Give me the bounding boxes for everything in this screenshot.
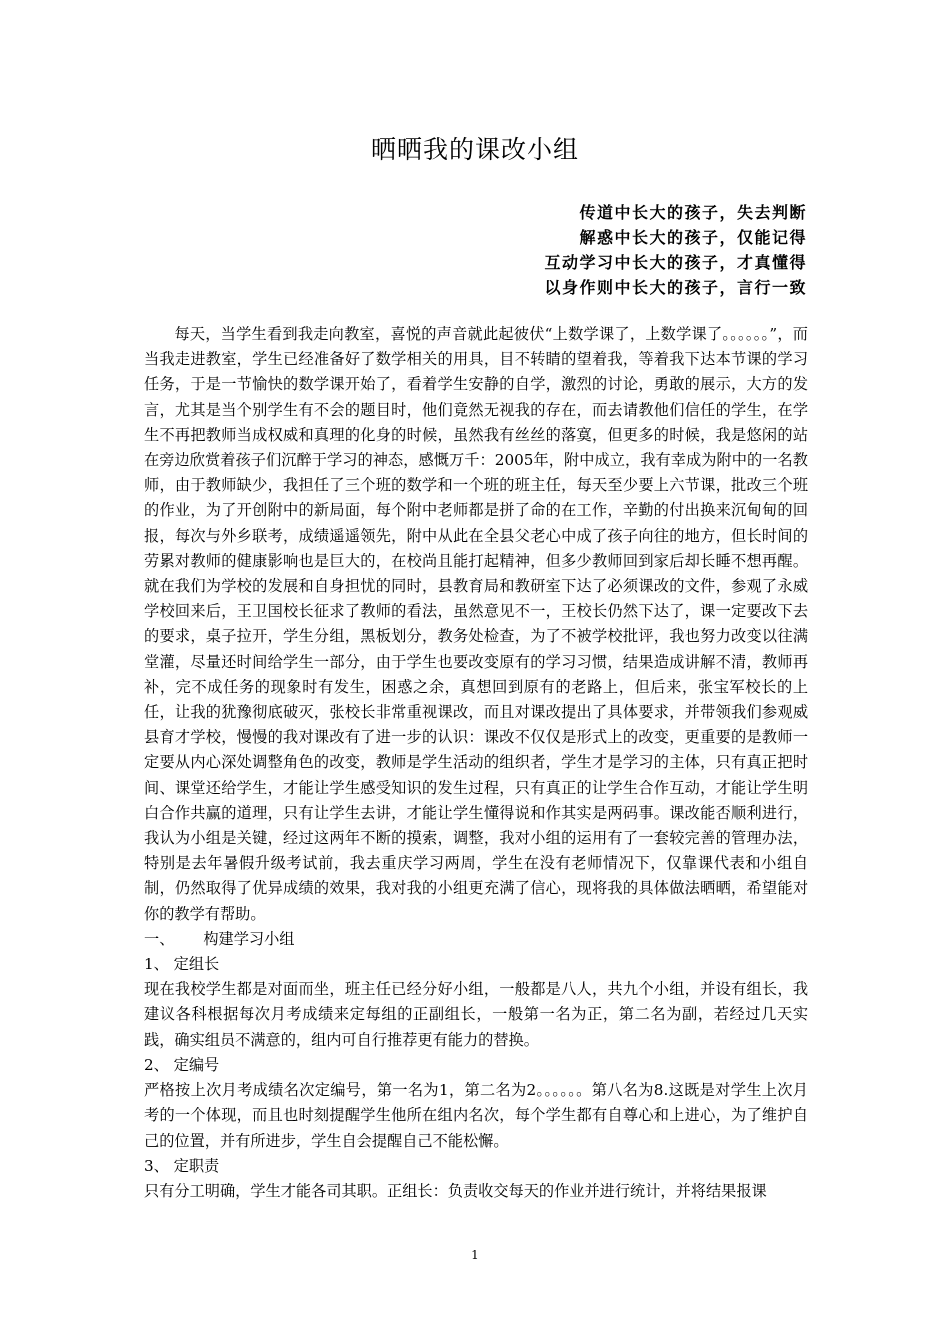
subsection-heading: 2、 定编号 [144, 1055, 220, 1074]
epigraph [544, 200, 807, 300]
body-paragraph: 严格按上次月考成绩名次定编号，第一名为1，第二名为2。。。。。。第八名为8.这既是对学生上次月考的一个体现，而且也时刻提醒学生他所在组内名次，每个学生都有自尊心和上进心，为了维护自己的位置，并有所进步，学生自会提醒自己不能松懈。 [144, 1081, 808, 1150]
page-number: 1 [471, 1248, 479, 1262]
body-paragraph: 现在我校学生都是对面而坐，班主任已经分好小组，一般都是八人，共九个小组，并设有组长，我建议各科根据每次月考成绩来定每组的正副组长，一般第一名为正，第二名为副，若经过几天实践，确实组员不满意的，组内可自行推荐更有能力的替换。 [144, 980, 808, 1049]
subsection-heading: 3、 定职责 [144, 1156, 220, 1175]
body-paragraph: 只有分工明确，学生才能各司其职。正组长：负责收交每天的作业并进行统计，并将结果报课 [144, 1181, 767, 1200]
intro-paragraph: 每天，当学生看到我走向教室，喜悦的声音就此起彼伏“上数学课了，上数学课了。。。。。。”，而当我走进教室，学生已经准备好了数学相关的用具，目不转睛的望着我，等着我下达本节课的学习任务，于是一节愉快的数学课开始了，看着学生安静的自学，激烈的讨论，勇敢的展示，大方的发言，尤其是当个别学生有不会的题目时，他们竟然无视我的存在，而去请教他们信任的学生，在学生不再把教师当成权威和真理的化身的时候，虽然我有丝丝的落寞，但更多的时候，我是悠闲的站在旁边欣赏着孩子们沉醉于学习的神态，感慨万千：2005年，附中成立，我有幸成为附中的一名教师，由于教师缺少，我担任了三个班的数学和一个班的班主任，每天至少要上六节课，批改三个班的作业，为了开创附中的新局面，每个附中老师都是拼了命的在工作，辛勤的付出换来沉甸甸的回报，每次与外乡联考，成绩遥遥领先，附中从此在全县父老心中成了孩子向往的地方，但长时间的劳累对教师的健康影响也是巨大的，在校尚且能打起精神，但多少教师回到家后却长睡不想再醒。就在我们为学校的发展和自身担忧的同时，县教育局和教研室下达了必须课改的文件，参观了永威学校回来后，王卫国校长征求了教师的看法，虽然意见不一，王校长仍然下达了，课一定要改下去的要求，桌子拉开，学生分组，黑板划分，教务处检查，为了不被学校批评，我也努力改变以往满堂灌，尽量还时间给学生一部分，由于学生也要改变原有的学习习惯，结果造成讲解不清，教师再补，完不成任务的现象时有发生，困惑之余，真想回到原有的老路上，但后来，张宝军校长的上任，让我的犹豫彻底破灭，张校长非常重视课改，而且对课改提出了具体要求，并带领我们参观威县育才学校，慢慢的我对课改有了进一步的认识：课改不仅仅是形式上的改变，更重要的是教师一定要从内心深处调整角色的改变，教师是学生活动的组织者，学生才是学习的主体，只有真正把时间、课堂还给学生，才能让学生感受知识的发生过程，只有真正的让学生合作互动，才能让学生明白合作共赢的道理，只有让学生去讲，才能让学生懂得说和作其实是两码事。课改能否顺利进行，我认为小组是关键，经过这两年不断的摸索，调整，我对小组的运用有了一套较完善的管理办法，特别是去年暑假升级考试前，我去重庆学习两周，学生在没有老师情况下，仅靠课代表和小组自制，仍然取得了优异成绩的效果，我对我的小组更充满了信心，现将我的具体做法晒晒，希望能对你的教学有帮助。 [144, 325, 808, 923]
section-heading: 一、 构建学习小组 [144, 929, 295, 948]
epigraph-line: 传道中长大的孩子，失去判断 [579, 203, 807, 222]
subsection-heading: 1、 定组长 [144, 955, 220, 974]
epigraph-line: 互动学习中长大的孩子，才真懂得 [544, 253, 807, 272]
epigraph-line: 解惑中长大的孩子，仅能记得 [579, 228, 807, 247]
document-title: 晒晒我的课改小组 [370, 135, 579, 164]
epigraph-line: 以身作则中长大的孩子，言行一致 [544, 278, 807, 297]
document-body [144, 322, 808, 1204]
